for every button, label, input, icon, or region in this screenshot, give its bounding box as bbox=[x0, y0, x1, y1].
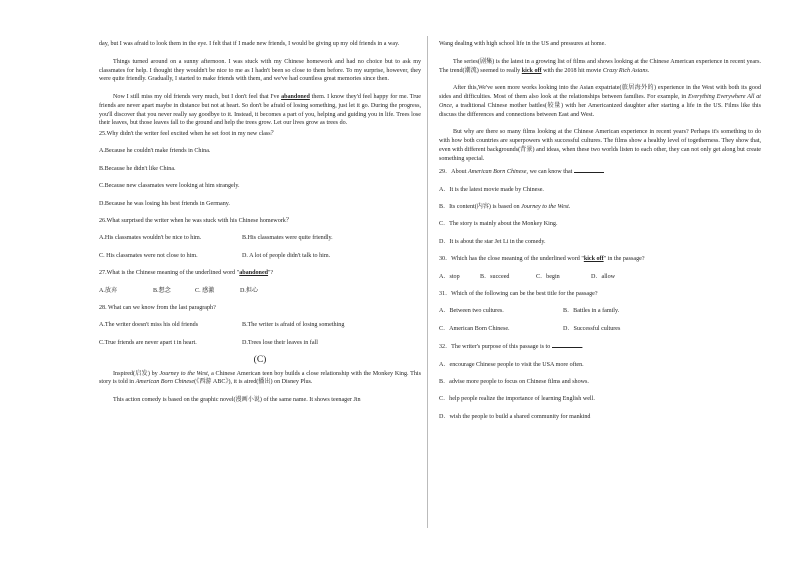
option: D．wish the people to build a shared community for mankind bbox=[439, 413, 591, 420]
option: C．The story is mainly about the Monkey King. bbox=[439, 221, 558, 228]
option-row bbox=[99, 252, 421, 261]
reading-paragraph: The series(剧集) is the latest in a growing list of films and shows looking at the Chinese American experience in recent years. The trend(潮流) seemed to really kick off with the 2018 hit movie Crazy Rich Asians. bbox=[439, 58, 761, 74]
option: D. A lot of people didn't talk to him. bbox=[242, 252, 331, 259]
reading-paragraph: This action comedy is based on the graphic novel(漫画小说) of the same name. It shows teenager Jin bbox=[113, 397, 361, 404]
option-row bbox=[99, 321, 421, 330]
reading-paragraph: Wang dealing with high school life in the US and pressures at home. bbox=[439, 41, 606, 47]
option-row bbox=[99, 234, 421, 243]
reading-paragraph: Now I still miss my old friends very much, but I don't feel that I've abandoned them. I know they'd feel happy for me. True friends are never apart maybe in distance but not at heart. So don't be afraid of losing something, just let it go. During the progress, you'll discover that you never really say goodbye to it. Instead, it becomes a part of you, helping and guiding you in life. Trees lose their leaves, but those leaves fall to the ground and help the trees grow. Let our lives grow as trees do. bbox=[99, 94, 421, 127]
option: B．advise more people to focus on Chinese films and shows. bbox=[439, 378, 589, 385]
option: D．Successful cultures bbox=[563, 325, 621, 332]
option: A．encourage Chinese people to visit the USA more often. bbox=[439, 361, 584, 368]
option: A.放弃 bbox=[99, 287, 118, 294]
option: C．begin bbox=[536, 273, 560, 280]
option-row bbox=[99, 339, 421, 348]
answer-blank bbox=[552, 342, 582, 348]
option: A．It is the latest movie made by Chinese. bbox=[439, 186, 544, 193]
reading-paragraph: But why are there so many films looking at the Chinese American experience in recent years? Perhaps it's something to do with how both countries are superpowers with successful cultures. The films show a healthy level of togetherness. They show that, even with different backgrounds(背景) and ideas, when these two worlds listen to each other, they can not only get along but create something special. bbox=[439, 129, 761, 162]
option: A．stop bbox=[439, 273, 460, 280]
option: B．succeed bbox=[480, 273, 510, 280]
underlined-phrase: kick off bbox=[583, 256, 604, 263]
option: B．Battles in a family. bbox=[563, 308, 620, 315]
option-row bbox=[99, 287, 421, 296]
underlined-word: abandoned bbox=[281, 94, 310, 101]
option: A.His classmates wouldn't be nice to him. bbox=[99, 235, 202, 242]
option: C. His classmates were not close to him. bbox=[99, 252, 198, 259]
option: B．Its content(内容) is based on Journey to the West. bbox=[439, 204, 571, 211]
option: D.Trees lose their leaves in fall bbox=[242, 339, 318, 346]
left-column bbox=[99, 40, 421, 405]
underlined-phrase: kick off bbox=[521, 67, 542, 74]
right-column bbox=[439, 40, 761, 430]
question-32: 32．The writer's purpose of this passage is to . bbox=[439, 344, 584, 351]
option: B.The writer is afraid of losing something bbox=[242, 322, 345, 329]
question-30: 30．Which has the close meaning of the underlined word "kick off" in the passage? bbox=[439, 256, 645, 263]
option: C．American Born Chinese. bbox=[439, 325, 510, 332]
question-29: 29．About American Born Chinese, we can know that bbox=[439, 167, 761, 177]
option: C.Because new classmates were looking at him strangely. bbox=[99, 183, 240, 190]
option-row bbox=[439, 307, 761, 316]
reading-paragraph: day, but I was afraid to look them in the eye. I felt that if I made new friends, I would be giving up my old friends in a way. bbox=[99, 41, 400, 47]
question-26: 26.What surprised the writer when he was stuck with his Chinese homework？ bbox=[99, 217, 292, 224]
option: C.True friends are never apart t in heart. bbox=[99, 339, 197, 346]
option: A.The writer doesn't miss his old friends bbox=[99, 322, 199, 329]
option: B.想念 bbox=[153, 287, 171, 294]
reading-paragraph: After this,We've seen more works looking into the Asian expatriate(旅居海外的) experience in the West with both its good sides and difficulties. Most of them also look at the relationships between families. For example, in Everything Everywhere All at Once, a traditional Chinese mother battles(较量) with her Americanized daughter after starting a life in the US. Films like this discuss the differences and connections between East and West. bbox=[439, 85, 761, 118]
option: A.Because he couldn't make friends in China. bbox=[99, 148, 211, 155]
underlined-word: abandoned bbox=[239, 270, 269, 277]
option: B.Because he didn't like China. bbox=[99, 165, 176, 172]
option: A．Between two cultures. bbox=[439, 308, 504, 315]
question-25: 25.Why didn't the writer feel excited when he set foot in my new class？ bbox=[99, 131, 277, 137]
section-heading: (C) bbox=[253, 355, 267, 366]
reading-paragraph: Inspired(启发) by Journey to the West, a Chinese American teen boy builds a close relationship with the Monkey King. This story is told in American Born Chinese(《西游 ABC》), it is aired(播出) on Disney Plus. bbox=[99, 370, 421, 386]
option: D.Because he was losing his best friends in Germany. bbox=[99, 200, 230, 207]
option-row bbox=[439, 273, 761, 282]
option: D．It is about the star Jet Li in the comedy. bbox=[439, 238, 546, 245]
reading-paragraph: Things turned around on a sunny afternoon. I was stuck with my Chinese homework and had no choice but to ask my classmates for help. I thought they wouldn't be nice to me as I hadn't been so close to them before. To my surprise, however, they were quite friendly. Gradually, I started to make friends with them, and we've had countless great memories since then. bbox=[99, 58, 421, 83]
option: D.担心 bbox=[240, 287, 259, 294]
option-row bbox=[439, 325, 761, 334]
question-27: 27.What is the Chinese meaning of the underlined word "abandoned"? bbox=[99, 270, 274, 277]
question-31: 31．Which of the following can be the best title for the passage? bbox=[439, 291, 598, 298]
answer-blank bbox=[574, 167, 604, 173]
option: D．allow bbox=[591, 273, 616, 280]
option: C. 感激 bbox=[195, 287, 215, 294]
option: B.His classmates were quite friendly. bbox=[242, 235, 333, 242]
question-28: 28. What can we know from the last paragraph? bbox=[99, 304, 216, 311]
option: C．help people realize the importance of learning English well. bbox=[439, 396, 595, 403]
column-divider bbox=[427, 36, 428, 528]
